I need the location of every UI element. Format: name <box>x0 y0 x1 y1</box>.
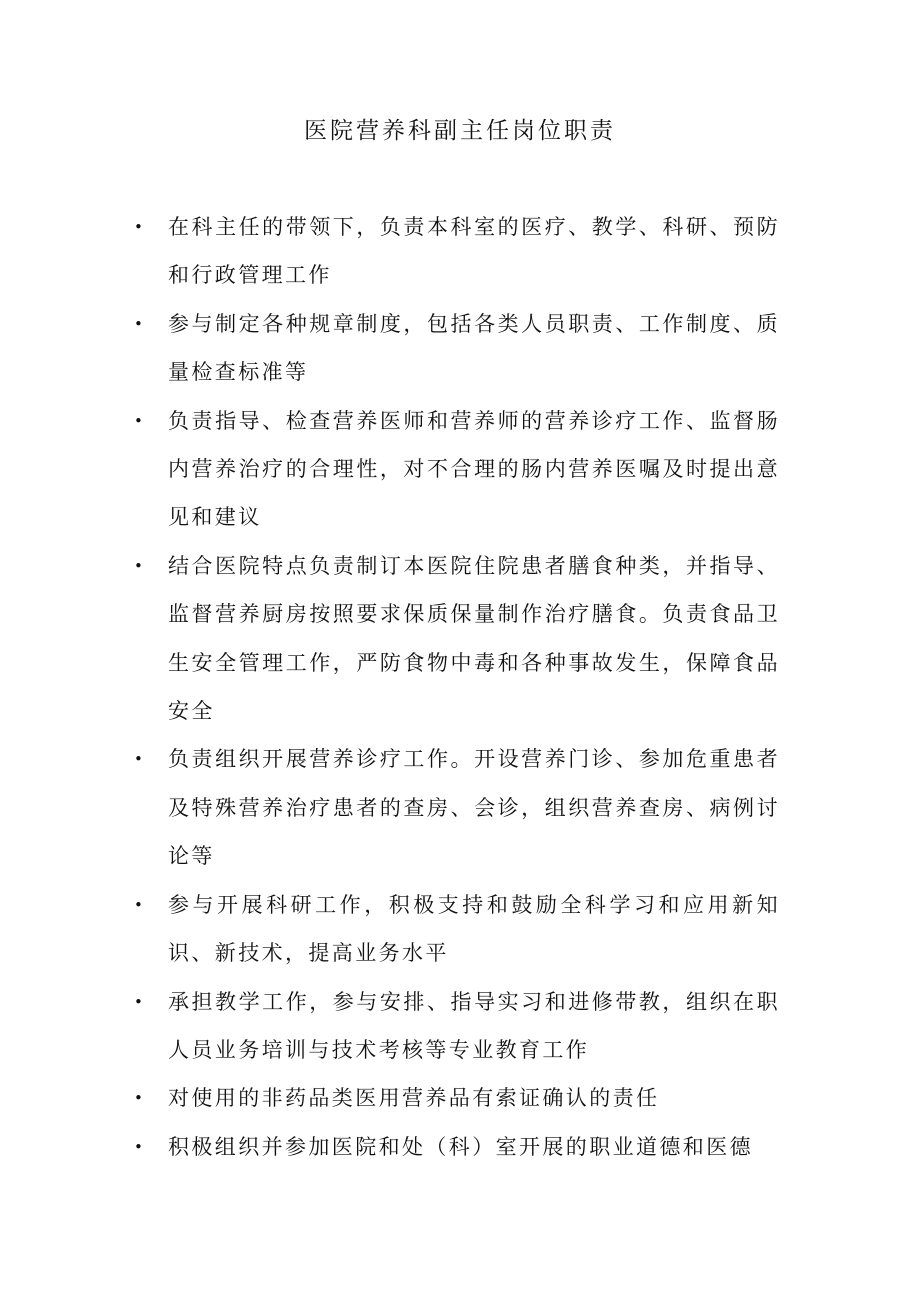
duty-text: 负责指导、检查营养医师和营养师的营养诊疗工作、监督肠内营养治疗的合理性，对不合理的肠内营养医嘱及时提出意见和建议 <box>168 408 780 530</box>
bullet-icon: • <box>134 750 146 769</box>
list-item <box>130 542 780 736</box>
bullet-icon: • <box>134 895 146 914</box>
list-item <box>130 397 780 542</box>
bullet-icon: • <box>134 218 146 236</box>
list-item <box>130 978 780 1075</box>
duty-text: 结合医院特点负责制订本医院住院患者膳食种类，并指导、监督营养厨房按照要求保质保量制作治疗膳食。负责食品卫生安全管理工作，严防食物中毒和各种事故发生，保障食品安全 <box>168 553 780 724</box>
bullet-icon: • <box>134 1137 146 1156</box>
duty-text: 负责组织开展营养诊疗工作。开设营养门诊、参加危重患者及特殊营养治疗患者的查房、会诊，组织营养查房、病例讨论等 <box>168 747 780 869</box>
list-item <box>130 300 780 397</box>
list-item <box>130 1123 780 1171</box>
duty-text: 积极组织并参加医院和处（科）室开展的职业道德和医德 <box>168 1134 753 1159</box>
bullet-icon: • <box>134 411 146 430</box>
duty-text: 在科主任的带领下，负责本科室的医疗、教学、科研、预防和行政管理工作 <box>168 215 780 288</box>
bullet-icon: • <box>134 992 146 1011</box>
list-item <box>130 881 780 978</box>
duty-text: 参与制定各种规章制度，包括各类人员职责、工作制度、质量检查标准等 <box>168 311 780 385</box>
bullet-icon: • <box>134 1089 146 1108</box>
list-item <box>130 735 780 880</box>
duty-list <box>130 203 780 1171</box>
duty-text: 承担教学工作，参与安排、指导实习和进修带教，组织在职人员业务培训与技术考核等专业教育工作 <box>168 989 780 1062</box>
bullet-icon: • <box>134 556 146 575</box>
list-item <box>130 1074 780 1122</box>
page-title: 医院营养科副主任岗位职责 <box>304 118 616 144</box>
duty-text: 参与开展科研工作，积极支持和鼓励全科学习和应用新知识、新技术，提高业务水平 <box>168 892 780 966</box>
list-item <box>130 203 780 300</box>
bullet-icon: • <box>134 314 146 333</box>
duty-text: 对使用的非药品类医用营养品有索证确认的责任 <box>168 1086 660 1111</box>
